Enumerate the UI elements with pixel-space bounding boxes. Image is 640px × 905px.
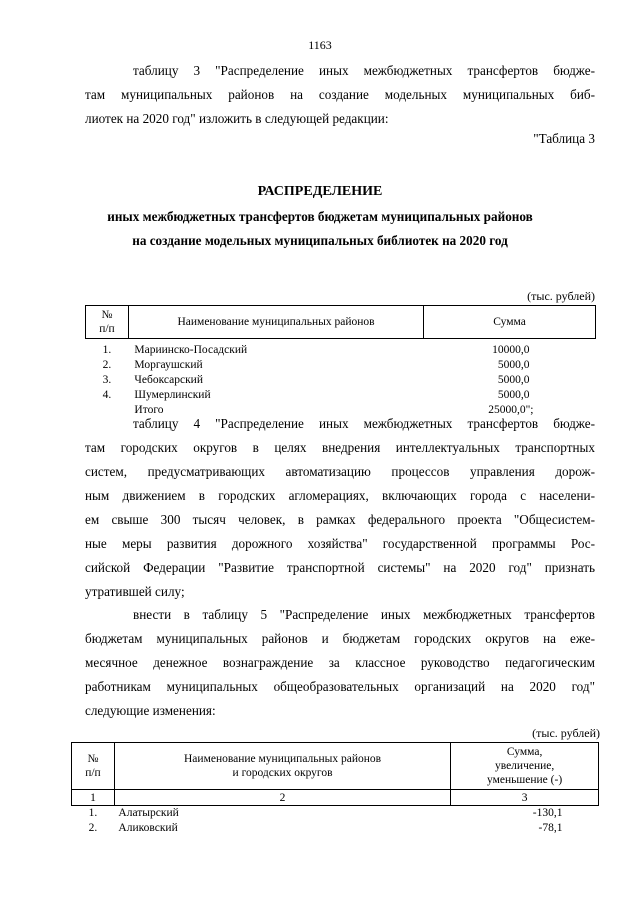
header-name: Наименование муниципальных районов и городских округов bbox=[114, 743, 450, 790]
text-line: таблицу 4 "Распределение иных межбюджетных трансфертов бюдже- bbox=[133, 416, 595, 431]
row-num: 3. bbox=[102, 373, 112, 386]
text-line: следующие изменения: bbox=[85, 703, 216, 718]
document-title: РАСПРЕДЕЛЕНИЕ bbox=[257, 184, 383, 199]
text-line: ные меры развития дорожного хозяйства" государственной программы Рос- bbox=[85, 536, 595, 551]
row-name: Алатырский bbox=[118, 807, 179, 819]
col-number: 2 bbox=[114, 790, 450, 806]
table-row bbox=[86, 343, 596, 358]
col-number: 3 bbox=[451, 790, 599, 806]
paragraph-table4 bbox=[85, 412, 595, 604]
page-number: 1163 bbox=[308, 38, 332, 52]
document-subtitle-line2: на создание модельных муниципальных библиотек на 2020 год bbox=[132, 233, 508, 248]
header-num: № п/п bbox=[86, 306, 129, 339]
text-line: лиотек на 2020 год" изложить в следующей редакции: bbox=[85, 111, 389, 126]
text-line: систем, предусматривающих автоматизацию процессов управления дорож- bbox=[85, 464, 595, 479]
row-name: Аликовский bbox=[118, 822, 178, 834]
paragraph-table5 bbox=[85, 603, 595, 723]
table3-label: "Таблица 3 bbox=[533, 131, 595, 146]
text-line: внести в таблицу 5 "Распределение иных межбюджетных трансфертов bbox=[133, 607, 595, 622]
row-name: Мариинско-Посадский bbox=[134, 343, 248, 356]
document-subtitle-line1: иных межбюджетных трансфертов бюджетам муниципальных районов bbox=[107, 209, 533, 224]
row-num: 2. bbox=[88, 822, 98, 834]
header-name: Наименование муниципальных районов bbox=[128, 306, 423, 339]
row-num: 4. bbox=[102, 388, 112, 401]
row-sum: -78,1 bbox=[538, 822, 563, 834]
row-num: 1. bbox=[102, 343, 112, 356]
row-sum: 25000,0"; bbox=[488, 403, 534, 416]
text-line: работникам муниципальных общеобразовательных организаций на 2020 год" bbox=[85, 679, 595, 694]
row-name: Моргаушский bbox=[134, 358, 203, 371]
header-sum: Сумма, увеличение, уменьшение (-) bbox=[451, 743, 599, 790]
row-num: 1. bbox=[88, 807, 98, 819]
table2-unit: (тыс. рублей) bbox=[532, 726, 600, 740]
row-sum: 5000,0 bbox=[497, 388, 530, 401]
text-line: таблицу 3 "Распределение иных межбюджетных трансфертов бюдже- bbox=[133, 63, 595, 78]
row-name: Шумерлинский bbox=[134, 388, 211, 401]
table-row bbox=[72, 806, 599, 822]
text-line: ным движением в городских агломерациях, включающих города с населени- bbox=[85, 488, 595, 503]
row-sum: 10000,0 bbox=[492, 343, 530, 356]
text-line: сийской Федерации "Развитие транспортной системы" на 2020 год" признать bbox=[85, 560, 595, 575]
text-line: месячное денежное вознаграждение за классное руководство педагогическим bbox=[85, 655, 595, 670]
table-row bbox=[86, 373, 596, 388]
table-row bbox=[72, 821, 599, 836]
text-line: бюджетам муниципальных районов и бюджетам городских округов на еже- bbox=[85, 631, 595, 646]
header-sum: Сумма bbox=[424, 306, 596, 339]
table-row bbox=[86, 358, 596, 373]
table-class-guidance bbox=[71, 742, 599, 836]
col-number: 1 bbox=[72, 790, 115, 806]
row-num: 2. bbox=[102, 358, 112, 371]
paragraph-table3-intro bbox=[85, 59, 595, 131]
row-name: Итого bbox=[134, 403, 164, 416]
row-sum: 5000,0 bbox=[497, 358, 530, 371]
table-row bbox=[86, 388, 596, 403]
header-num: № п/п bbox=[72, 743, 115, 790]
text-line: там городских округов в целях внедрения интеллектуальных транспортных bbox=[85, 440, 595, 455]
table-model-libraries bbox=[85, 305, 596, 418]
text-line: утратившей силу; bbox=[85, 584, 185, 599]
text-line: ем свыше 300 тысяч человек, в рамках федерального проекта "Общесистем- bbox=[85, 512, 595, 527]
row-sum: 5000,0 bbox=[497, 373, 530, 386]
table1-unit: (тыс. рублей) bbox=[527, 289, 595, 303]
row-name: Чебоксарский bbox=[134, 373, 203, 386]
row-sum: -130,1 bbox=[532, 807, 563, 819]
text-line: там муниципальных районов на создание модельных муниципальных биб- bbox=[85, 87, 595, 102]
